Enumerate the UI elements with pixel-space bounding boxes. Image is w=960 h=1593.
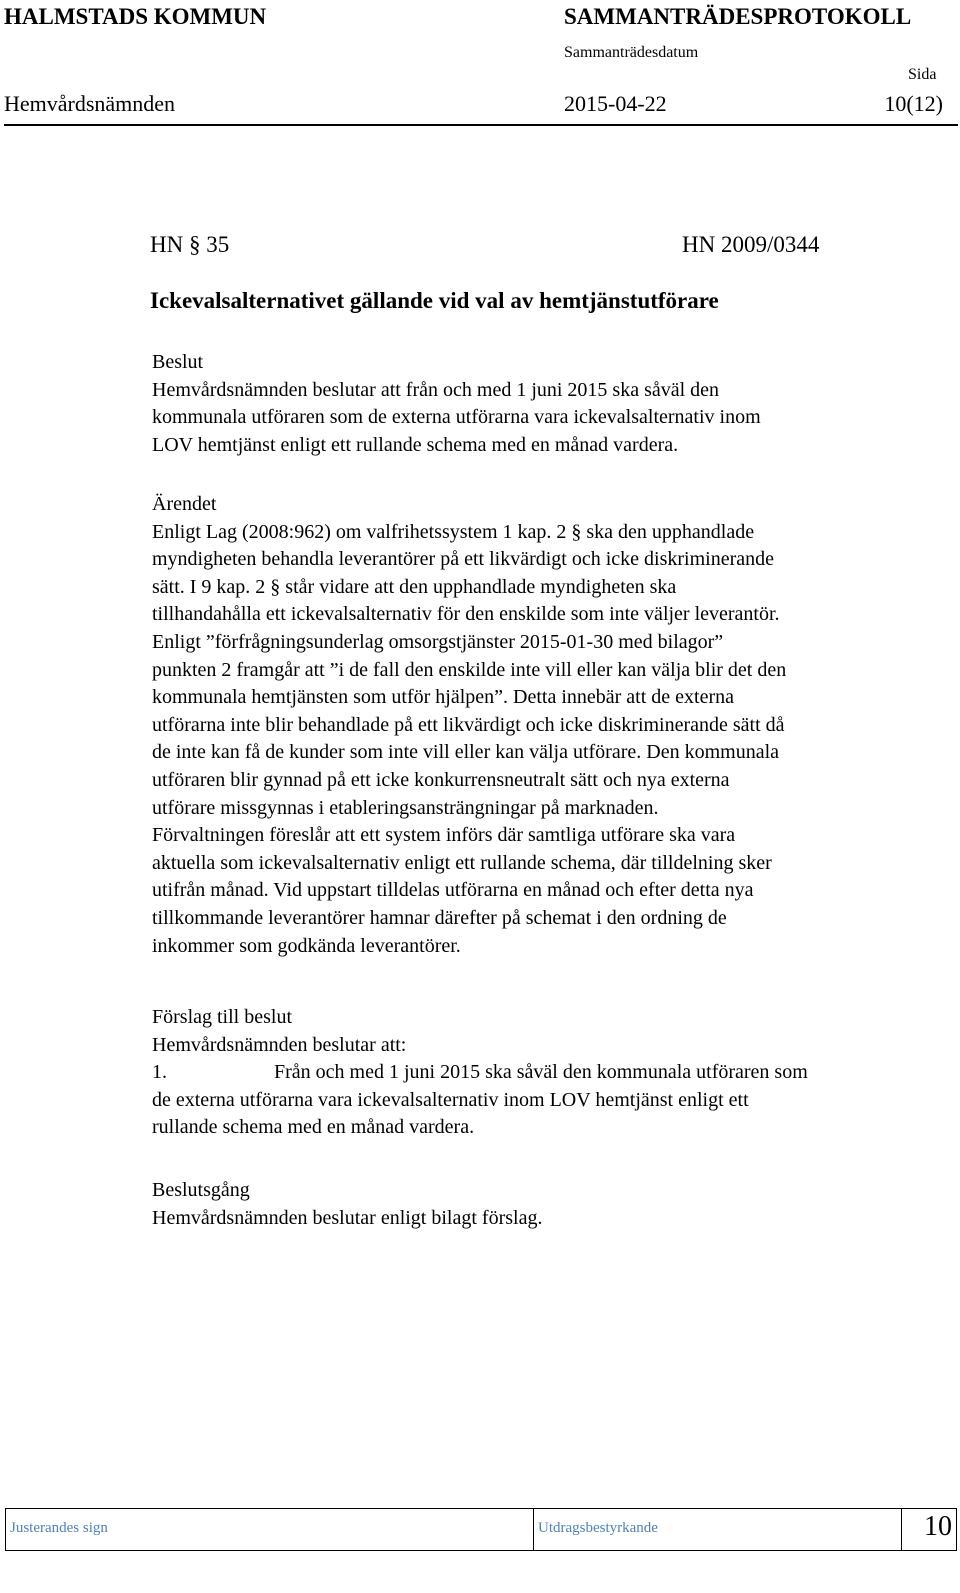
case-title: Ickevalsalternativet gällande vid val av hemtjänstutförare [150, 288, 719, 313]
extract-cell [534, 1509, 902, 1550]
extract-label: Utdragsbestyrkande [538, 1520, 658, 1536]
committee-name: Hemvårdsnämnden [4, 91, 176, 116]
matter-line: Enligt Lag (2008:962) om valfrihetssystem 1 kap. 2 § ska den upphandlade [152, 520, 755, 543]
matter-section [152, 491, 942, 960]
meeting-date-label: Sammanträdesdatum [564, 44, 699, 61]
matter-line: utförarna inte blir behandlade på ett likvärdigt och icke diskriminerande sätt då [152, 713, 785, 736]
decision-procedure-heading: Beslutsgång [152, 1179, 250, 1201]
footer-signature-box [5, 1508, 957, 1551]
matter-line: aktuella som ickevalsalternativ enligt ett rullande schema, där tilldelning sker [152, 851, 772, 874]
proposal-item-line: rullande schema med en månad vardera. [152, 1116, 475, 1139]
matter-heading: Ärendet [152, 493, 217, 515]
signature-cell [6, 1509, 534, 1550]
decision-line: Hemvårdsnämnden beslutar att från och med 1 juni 2015 ska såväl den [152, 378, 720, 401]
meeting-date: 2015-04-22 [564, 91, 667, 116]
proposal-item-line: de externa utförarna vara ickevalsalternativ inom LOV hemtjänst enligt ett [152, 1088, 749, 1111]
matter-line: tillkommande leverantörer hamnar därefter på schemat i den ordning de [152, 906, 727, 929]
page-indicator: 10(12) [884, 91, 943, 116]
decision-section [152, 349, 942, 459]
matter-line: Enligt ”förfrågningsunderlag omsorgstjänster 2015-01-30 med bilagor” [152, 630, 724, 653]
proposal-item-first-line [152, 1059, 942, 1087]
decision-line: kommunala utföraren som de externa utförarna vara ickevalsalternativ inom [152, 406, 761, 429]
matter-line: myndigheten behandla leverantörer på ett likvärdigt och icke diskriminerande [152, 548, 774, 571]
proposal-section [152, 1004, 942, 1142]
proposal-item-text: Från och med 1 juni 2015 ska såväl den kommunala utföraren som [274, 1061, 808, 1084]
case-number: HN 2009/0344 [682, 232, 820, 257]
page-number-cell [902, 1509, 956, 1550]
proposal-heading: Förslag till beslut [152, 1006, 292, 1028]
decision-procedure-section [152, 1177, 942, 1232]
matter-line: sätt. I 9 kap. 2 § står vidare att den upphandlade myndigheten ska [152, 575, 677, 598]
footer-page-number: 10 [924, 1511, 952, 1542]
decision-heading: Beslut [152, 351, 204, 373]
signature-label: Justerandes sign [10, 1520, 108, 1536]
matter-line: punkten 2 framgår att ”i de fall den enskilde inte vill eller kan välja blir det den [152, 658, 787, 681]
matter-line: de inte kan få de kunder som inte vill eller kan välja utförare. Den kommunala [152, 741, 780, 764]
matter-line: inkommer som godkända leverantörer. [152, 934, 461, 957]
proposal-intro: Hemvårdsnämnden beslutar att: [152, 1033, 407, 1056]
matter-line: utföraren blir gynnad på ett icke konkurrensneutralt sätt och nya externa [152, 768, 730, 791]
page-label: Sida [908, 66, 937, 83]
proposal-item-number: 1. [152, 1061, 167, 1084]
section-number: HN § 35 [150, 232, 230, 257]
matter-line: tillhandahålla ett ickevalsalternativ för den enskilde som inte väljer leverantör. [152, 603, 780, 626]
decision-line: LOV hemtjänst enligt ett rullande schema med en månad vardera. [152, 433, 679, 456]
header-rule [4, 124, 958, 126]
document-type: SAMMANTRÄDESPROTOKOLL [564, 4, 912, 29]
matter-line: Förvaltningen föreslår att ett system införs där samtliga utförare ska vara [152, 824, 736, 847]
org-name: HALMSTADS KOMMUN [4, 4, 267, 29]
matter-line: utförare missgynnas i etableringsansträngningar på marknaden. [152, 796, 659, 819]
matter-line: utifrån månad. Vid uppstart tilldelas utförarna en månad och efter detta nya [152, 879, 754, 902]
matter-line: kommunala hemtjänsten som utför hjälpen”. Detta innebär att de externa [152, 686, 735, 709]
decision-procedure-text: Hemvårdsnämnden beslutar enligt bilagt förslag. [152, 1206, 543, 1229]
